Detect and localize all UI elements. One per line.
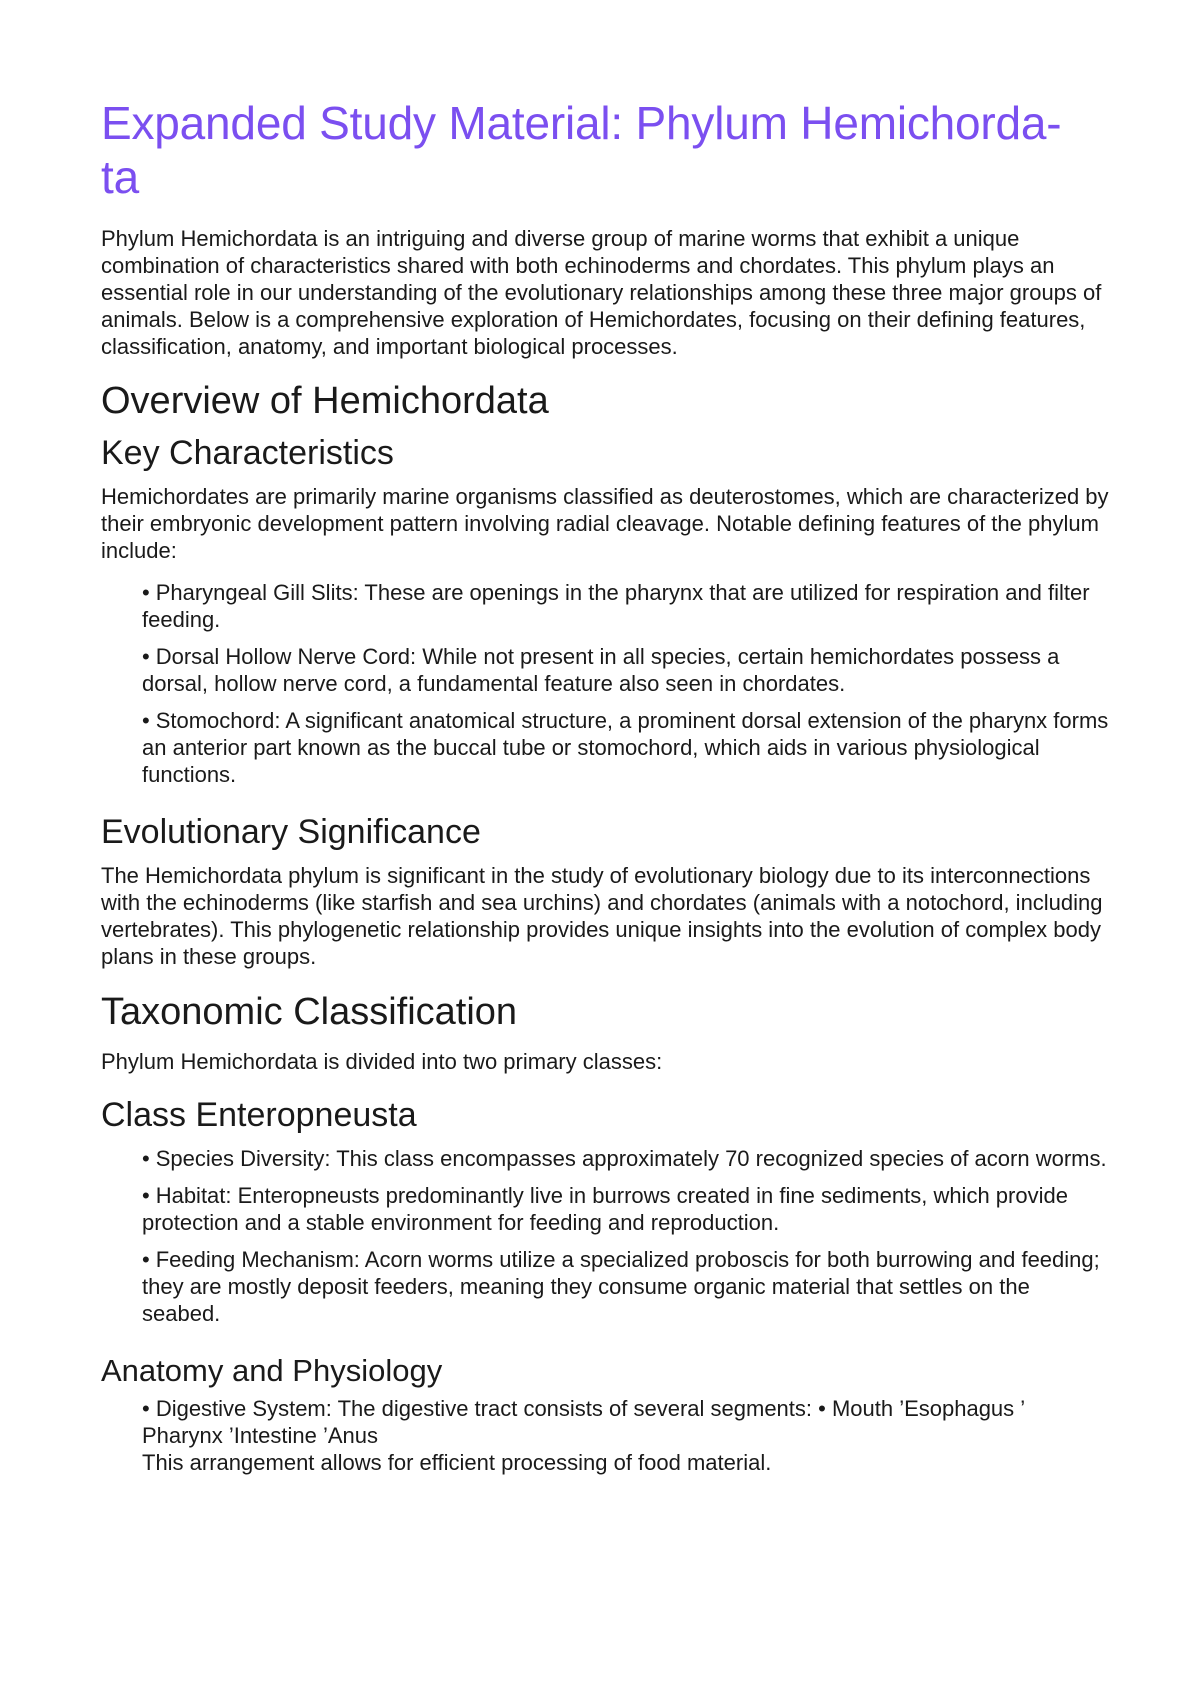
bullet-icon: • xyxy=(142,1247,150,1272)
bullet-icon: • xyxy=(142,708,150,733)
bullet-icon: • xyxy=(142,1183,150,1208)
taxonomy-paragraph: Phylum Hemichordata is divided into two primary classes: xyxy=(101,1049,663,1074)
bullet-icon: • xyxy=(142,580,150,605)
list-item: • Feeding Mechanism: Acorn worms utilize a specialized proboscis for both burrowing and feeding; they are mostly deposit feeders, meaning they consume organic material that settles on the seabed. xyxy=(142,1247,1100,1326)
key-characteristics-paragraph: Hemichordates are primarily marine organisms classified as deuterostomes, which are characterized by their embryonic development pattern involving radial cleavage. Notable defining features of the phylum include: xyxy=(101,484,1109,563)
subsection-heading-enteropneusta: Class Enteropneusta xyxy=(101,1096,417,1134)
subsection-heading-key-characteristics: Key Characteristics xyxy=(101,434,394,472)
evolutionary-significance-paragraph: The Hemichordata phylum is significant in the study of evolutionary biology due to its interconnections with the echinoderms (like starfish and sea urchins) and chordates (animals with a notochord, including vertebrates). This phylogenetic relationship provides unique insights into the evolution of complex body plans in these groups. xyxy=(101,863,1103,969)
subsection-heading-anatomy: Anatomy and Physiology xyxy=(101,1353,443,1388)
anatomy-block xyxy=(101,1395,1111,1476)
title-line-1: Expanded Study Material: Phylum Hemichorda- xyxy=(101,97,1062,149)
list-item: • Stomochord: A significant anatomical structure, a prominent dorsal extension of the pharynx forms an anterior part known as the buccal tube or stomochord, which aids in various physiological functions. xyxy=(142,708,1109,787)
list-item: • Species Diversity: This class encompasses approximately 70 recognized species of acorn worms. xyxy=(142,1146,1107,1171)
digestive-system-text: • Digestive System: The digestive tract consists of several segments: • Mouth ’Esophagus ’ Pharynx ’Intestine ’Anus xyxy=(142,1396,1025,1448)
section-heading-taxonomy: Taxonomic Classification xyxy=(101,991,518,1033)
anatomy-note: This arrangement allows for efficient processing of food material. xyxy=(142,1450,772,1475)
document-title xyxy=(101,96,1111,204)
list-item: • Pharyngeal Gill Slits: These are openings in the pharynx that are utilized for respiration and filter feeding. xyxy=(142,580,1090,632)
key-characteristics-list xyxy=(101,579,1111,788)
list-item: • Dorsal Hollow Nerve Cord: While not present in all species, certain hemichordates possess a dorsal, hollow nerve cord, a fundamental feature also seen in chordates. xyxy=(142,644,1060,696)
intro-paragraph: Phylum Hemichordata is an intriguing and diverse group of marine worms that exhibit a unique combination of characteristics shared with both echinoderms and chordates. This phylum plays an essential role in our understanding of the evolutionary relationships among these three major groups of animals. Below is a comprehensive exploration of Hemichordates, focusing on their defining features, classification, anatomy, and important biological processes. xyxy=(101,226,1102,359)
section-heading-overview: Overview of Hemichordata xyxy=(101,380,549,422)
bullet-icon: • xyxy=(142,1146,150,1171)
enteropneusta-list xyxy=(101,1145,1111,1327)
document-page xyxy=(101,96,1111,1476)
list-item: • Habitat: Enteropneusts predominantly live in burrows created in fine sediments, which provide protection and a stable environment for feeding and reproduction. xyxy=(142,1183,1068,1235)
title-line-2: ta xyxy=(101,151,139,203)
bullet-icon: • xyxy=(142,644,150,669)
subsection-heading-evolutionary-significance: Evolutionary Significance xyxy=(101,813,481,851)
